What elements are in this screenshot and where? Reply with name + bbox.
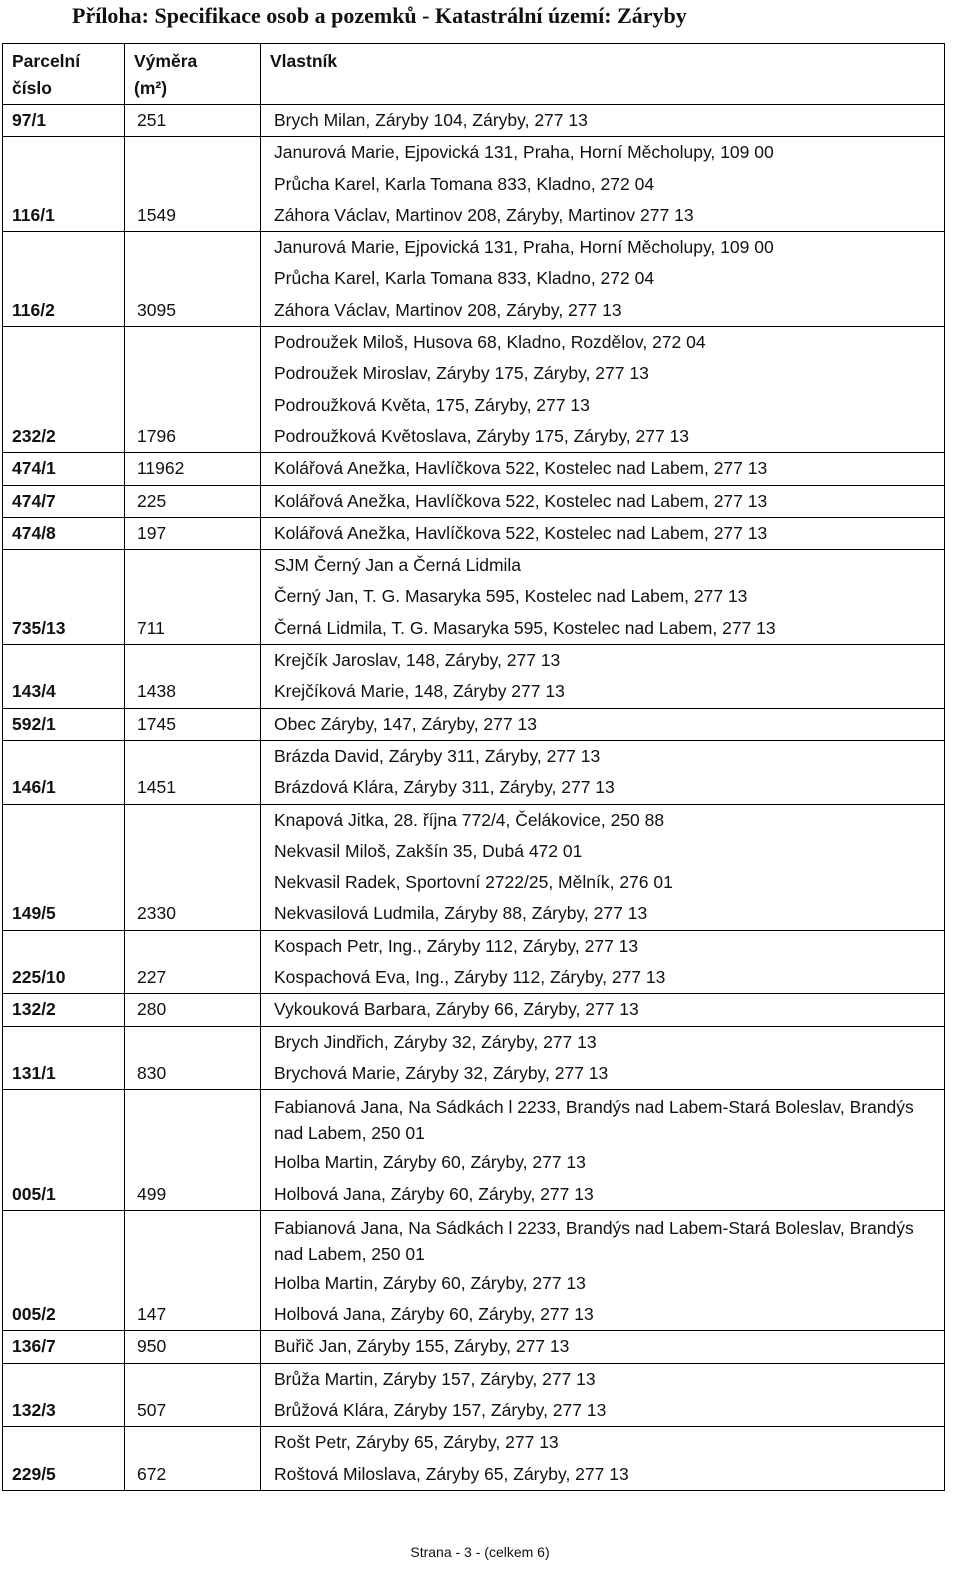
owner-entry: SJM Černý Jan a Černá Lidmila [274, 555, 522, 576]
owner-entry: Vykouková Barbara, Záryby 66, Záryby, 277 13 [274, 999, 639, 1020]
owner-entry: Janurová Marie, Ejpovická 131, Praha, Horní Měcholupy, 109 00 [274, 237, 774, 258]
parcel-owners [261, 994, 945, 1026]
table-row [3, 1427, 945, 1491]
parcel-number: 132/3 [3, 1363, 125, 1427]
table-header-row [3, 44, 945, 105]
parcel-number: 474/8 [3, 517, 125, 549]
table-row [3, 550, 945, 645]
owner-entry: Brázdová Klára, Záryby 311, Záryby, 277 13 [274, 777, 615, 798]
owner-entry: Kospach Petr, Ing., Záryby 112, Záryby, 277 13 [274, 935, 639, 956]
owner-entry: Podroužek Miloš, Husova 68, Kladno, Rozdělov, 272 04 [274, 332, 706, 353]
owner-entry: Brázda David, Záryby 311, Záryby, 277 13 [274, 745, 601, 766]
parcel-number: 229/5 [3, 1427, 125, 1491]
parcel-area: 280 [125, 994, 261, 1026]
parcel-owners [261, 137, 945, 232]
parcel-number: 474/1 [3, 453, 125, 485]
table-row [3, 137, 945, 232]
table-row [3, 232, 945, 327]
owner-entry: Brůža Martin, Záryby 157, Záryby, 277 13 [274, 1368, 596, 1389]
owner-entry: Černý Jan, T. G. Masaryka 595, Kostelec nad Labem, 277 13 [274, 586, 748, 607]
table-row [3, 485, 945, 517]
table-row [3, 517, 945, 549]
parcel-number: 116/2 [3, 232, 125, 327]
owner-entry: Holba Martin, Záryby 60, Záryby, 277 13 [274, 1272, 586, 1293]
parcel-area: 225 [125, 485, 261, 517]
parcel-number: 97/1 [3, 105, 125, 137]
parcel-number: 136/7 [3, 1331, 125, 1363]
page-title: Příloha: Specifikace osob a pozemků - Katastrální území: Záryby [72, 3, 687, 28]
owner-entry: Nekvasil Miloš, Zakšín 35, Dubá 472 01 [274, 840, 583, 861]
parcel-owners [261, 1363, 945, 1427]
parcel-area: 672 [125, 1427, 261, 1491]
owner-entry: Kolářová Anežka, Havlíčkova 522, Kostelec nad Labem, 277 13 [274, 490, 768, 511]
table-row [3, 105, 945, 137]
owner-entry: Kolářová Anežka, Havlíčkova 522, Kostelec nad Labem, 277 13 [274, 458, 768, 479]
table-row [3, 1026, 945, 1090]
page-footer: Strana - 3 - (celkem 6) [410, 1544, 550, 1560]
parcel-number: 225/10 [3, 930, 125, 994]
parcel-area: 251 [125, 105, 261, 137]
parcel-number: 131/1 [3, 1026, 125, 1090]
parcel-area: 3095 [125, 232, 261, 327]
owner-entry: Průcha Karel, Karla Tomana 833, Kladno, 272 04 [274, 268, 655, 289]
parcel-area: 147 [125, 1210, 261, 1331]
owner-entry: Fabianová Jana, Na Sádkách l 2233, Brandýs nad Labem-Stará Boleslav, Brandýs nad Labem, 250 01 [274, 1097, 914, 1144]
parcel-owners [261, 517, 945, 549]
owner-entry: Brůžová Klára, Záryby 157, Záryby, 277 13 [274, 1399, 607, 1420]
owner-entry: Janurová Marie, Ejpovická 131, Praha, Horní Měcholupy, 109 00 [274, 142, 774, 163]
parcel-number: 232/2 [3, 327, 125, 453]
parcel-area: 711 [125, 550, 261, 645]
owner-entry: Rošt Petr, Záryby 65, Záryby, 277 13 [274, 1432, 559, 1453]
table-row [3, 804, 945, 930]
table-row [3, 1210, 945, 1331]
owner-entry: Nekvasilová Ludmila, Záryby 88, Záryby, 277 13 [274, 903, 648, 924]
parcel-number: 149/5 [3, 804, 125, 930]
owner-entry: Krejčík Jaroslav, 148, Záryby, 277 13 [274, 650, 561, 671]
owner-entry: Podroužková Květa, 175, Záryby, 277 13 [274, 394, 590, 415]
owner-entry: Podroužek Miroslav, Záryby 175, Záryby, 277 13 [274, 363, 649, 384]
parcel-number: 116/1 [3, 137, 125, 232]
column-header-parcel-number [3, 44, 125, 105]
owner-entry: Krejčíková Marie, 148, Záryby 277 13 [274, 681, 565, 702]
parcel-owners [261, 708, 945, 740]
parcel-owners [261, 645, 945, 709]
column-header-owner: Vlastník [261, 44, 945, 105]
parcel-area: 1549 [125, 137, 261, 232]
parcel-number: 146/1 [3, 740, 125, 804]
parcel-owners [261, 740, 945, 804]
parcel-number: 132/2 [3, 994, 125, 1026]
parcel-owners [261, 1331, 945, 1363]
owner-entry: Fabianová Jana, Na Sádkách l 2233, Brandýs nad Labem-Stará Boleslav, Brandýs nad Labem, 250 01 [274, 1217, 914, 1264]
header-line: Výměra [134, 51, 198, 71]
header-line: Parcelní [12, 51, 81, 71]
owner-entry: Záhora Václav, Martinov 208, Záryby, 277 13 [274, 299, 622, 320]
parcel-owners [261, 485, 945, 517]
parcel-area: 507 [125, 1363, 261, 1427]
parcel-number: 005/2 [3, 1210, 125, 1331]
table-row [3, 708, 945, 740]
header-line: (m²) [134, 78, 168, 98]
parcel-owners [261, 1427, 945, 1491]
parcel-owner-table [2, 43, 945, 1491]
table-row [3, 994, 945, 1026]
owner-entry: Podroužková Květoslava, Záryby 175, Záryby, 277 13 [274, 425, 690, 446]
table-row [3, 740, 945, 804]
owner-entry: Holbová Jana, Záryby 60, Záryby, 277 13 [274, 1304, 594, 1325]
parcel-number: 474/7 [3, 485, 125, 517]
column-header-area [125, 44, 261, 105]
table-row [3, 1090, 945, 1211]
parcel-area: 1451 [125, 740, 261, 804]
owner-entry: Knapová Jitka, 28. října 772/4, Čelákovice, 250 88 [274, 809, 665, 830]
table-row [3, 1331, 945, 1363]
parcel-area: 830 [125, 1026, 261, 1090]
table-row [3, 930, 945, 994]
owner-entry: Holbová Jana, Záryby 60, Záryby, 277 13 [274, 1183, 594, 1204]
parcel-area: 11962 [125, 453, 261, 485]
parcel-area: 2330 [125, 804, 261, 930]
parcel-owners [261, 550, 945, 645]
owner-entry: Brych Milan, Záryby 104, Záryby, 277 13 [274, 110, 588, 130]
parcel-owners [261, 327, 945, 453]
parcel-area: 950 [125, 1331, 261, 1363]
owner-entry: Nekvasil Radek, Sportovní 2722/25, Mělník, 276 01 [274, 872, 673, 893]
parcel-area: 227 [125, 930, 261, 994]
parcel-owners [261, 804, 945, 930]
table-row [3, 453, 945, 485]
parcel-number: 005/1 [3, 1090, 125, 1211]
parcel-owners [261, 232, 945, 327]
parcel-owners [261, 1026, 945, 1090]
owner-entry: Roštová Miloslava, Záryby 65, Záryby, 277 13 [274, 1463, 629, 1484]
parcel-number: 735/13 [3, 550, 125, 645]
parcel-area: 499 [125, 1090, 261, 1211]
owner-entry: Černá Lidmila, T. G. Masaryka 595, Kostelec nad Labem, 277 13 [274, 617, 776, 638]
header-line: číslo [12, 78, 52, 98]
owner-entry: Obec Záryby, 147, Záryby, 277 13 [274, 713, 537, 734]
parcel-area: 1796 [125, 327, 261, 453]
owner-entry: Buřič Jan, Záryby 155, Záryby, 277 13 [274, 1336, 570, 1357]
owner-entry: Záhora Václav, Martinov 208, Záryby, Martinov 277 13 [274, 204, 694, 225]
owner-entry: Brychová Marie, Záryby 32, Záryby, 277 13 [274, 1062, 609, 1083]
parcel-owners [261, 930, 945, 994]
parcel-owners [261, 453, 945, 485]
table-row [3, 645, 945, 709]
parcel-area: 1745 [125, 708, 261, 740]
parcel-owners [261, 105, 945, 137]
parcel-number: 143/4 [3, 645, 125, 709]
owner-entry: Holba Martin, Záryby 60, Záryby, 277 13 [274, 1152, 586, 1173]
parcel-number: 592/1 [3, 708, 125, 740]
owner-entry: Kolářová Anežka, Havlíčkova 522, Kostelec nad Labem, 277 13 [274, 522, 768, 543]
owner-entry: Brych Jindřich, Záryby 32, Záryby, 277 13 [274, 1031, 597, 1052]
table-row [3, 1363, 945, 1427]
owner-entry: Kospachová Eva, Ing., Záryby 112, Záryby, 277 13 [274, 967, 666, 988]
parcel-owners [261, 1210, 945, 1331]
parcel-area: 1438 [125, 645, 261, 709]
parcel-owners [261, 1090, 945, 1211]
table-row [3, 327, 945, 453]
owner-entry: Průcha Karel, Karla Tomana 833, Kladno, 272 04 [274, 173, 655, 194]
parcel-area: 197 [125, 517, 261, 549]
